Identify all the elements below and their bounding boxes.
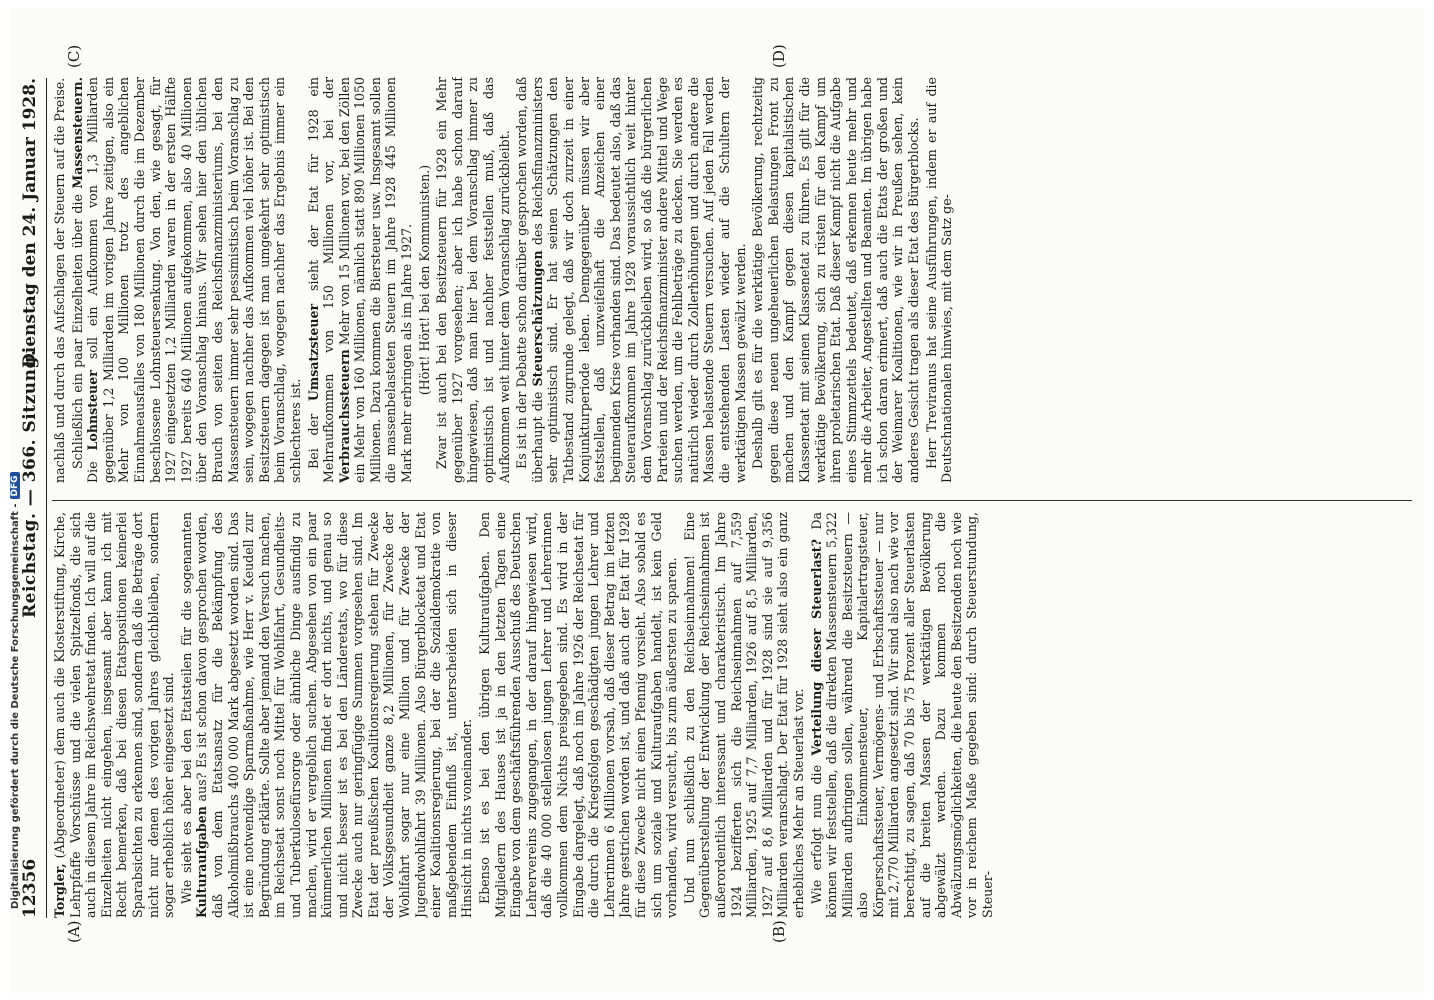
page-number: 12356 [20,858,40,918]
margin-marker-d: (D) [770,44,788,68]
credit-text: Digitalisierung gefördert durch die Deutsche Forschungsgemeinschaft - [9,503,21,909]
scanned-page [10,8,1425,993]
page-header [20,78,47,918]
emphasis: Verbrauchssteuern [336,349,352,483]
paragraph [514,77,748,483]
digitization-credit [6,89,24,909]
paragraph-text: Wie sieht es aber bei den Etatsteilen für die sogenannten [178,512,194,904]
emphasis: Steuerschätzungen [529,250,545,387]
paragraph: Und nun schließlich zu den Reichseinnahmen! Eine Gegenüberstellung der Entwicklung der Reichseinnahmen ist außerordentlich interessant und charakteristisch. Im Jahre 1924 bezifferten sich die Reichseinnahmen auf 7,559 Milliarden, 1925 auf 7,7 Milliarden, 1926 auf 8,5 Milliarden, 1927 auf 8,6 Milliarden und für 1928 sind sie auf 9,356 Milliarden veranschlagt. Der Etat für 1928 sieht also ein ganz erhebliches Mehr an Steuerlast vor. [681,512,806,918]
paragraph [70,77,304,483]
paragraph: Ebenso ist es bei den übrigen Kulturaufgaben. Den Mitgliedern des Hauses ist ja in den letzten Tagen eine Eingabe von dem geschäftsführenden Ausschuß des Deutschen Lehrervereins zugegangen, in der darauf hingewiesen wird, daß die 40 000 stellenlosen jungen Lehrer und Lehrerinnen vollkommen dem Nichts preisgegeben sind. Es wird in der Eingabe dargelegt, daß noch im Jahre 1926 der Reichsetat für die durch die Kriegsfolgen geschädigten jungen Lehrer und Lehrerinnen 6 Millionen vorsah, daß dieser Betrag im letzten Jahre gestrichen worden ist, und daß auch der Etat für 1928 für diese Zwecke nicht einen Pfennig vorsieht. Also sobald es sich um soziale und Kulturaufgaben handelt, ist kein Geld vorhanden, wird versucht, bis zum äußersten zu sparen. [477,512,680,918]
margin-marker-c: (C) [65,44,83,68]
paragraph: Deshalb gilt es für die werktätige Bevölkerung, rechtzeitig gegen diese neuen ungeheuerlichen Belastungen Front zu machen und den Kampf gegen diesen kapitalistischen Klassenetat mit seinen Klassenetat zu führen. Es gilt für die werktätige Bevölkerung, sich zu rüsten für den Kampf um ihren proletarischen Etat. Daß dieser Kampf nicht die Aufgabe eines Stimmzettels bedeutet, daß erkennen heute mehr und mehr die Arbeiter, Angestellten und Beamten. Im übrigen habe ich schon daran erinnert, daß auch die Etats der großen und der Weimarer Koalitionen, wie wir in Preußen sehen, kein anderes Gesicht tragen als dieser Etat des Bürgerblocks. [750,77,922,483]
paragraph-text: des Reichsfinanzministers sehr optimistisch sind. Er hat seinen Schätzungen den Tatbestand zugrunde gelegt, daß wir doch zurzeit in einer Konjunkturperiode leben. Demgegenüber müssen wir aber feststellen, daß unzweifelhaft die Anzeichen einer beginnenden Krise vorhanden sind. Das bedeutet also, daß das Steueraufkommen im Jahre 1928 voraussichtlich weit hinter dem Voranschlag zurückbleiben wird, so daß die bürgerlichen Parteien und der Reichsfinanzminister andere Mittel und Wege suchen werden, um die Fehlbeträge zu decken. Sie werden es natürlich wieder durch Zollerhöhungen und durch andere die Massen belastende Steuern versuchen. Auf jeden Fall werden die entstehenden Lasten wieder auf die Schultern der werktätigen Massen gewälzt werden. [529,77,748,483]
paragraph-text: Mehr von 15 Millionen vor, bei den Zöllen ein Mehr von 160 Millionen, nämlich statt 890 Millionen 1050 Millionen. Dazu kommen die Biersteuer usw. Insgesamt sollen die massenbelasteten Steuern im Jahre 1928 445 Millionen Mark mehr erbringen als im Jahre 1927. [336,77,415,483]
paragraph-text: Schließlich ein paar Einzelheiten über die [69,194,85,469]
paragraph [179,512,475,918]
margin-marker-b: (B) [770,920,788,943]
emphasis: Lohnsteuer [85,370,101,451]
paragraph-text: Wie erfolgt nun die [808,764,824,904]
interjection: (Hört! Hört! bei den Kommunisten.) [416,164,432,396]
paragraph [809,512,996,918]
paragraph: Herr Treviranus hat seine Ausführungen, indem er auf die Deutschnationalen hinwies, mit dem Satz ge- [923,77,955,483]
paragraph-text: soll ein Aufkommen von 1,3 Milliarden gegenüber 1,2 Milliarden im vorigen Jahre zeitigen, also ein Mehr von 100 Millionen trotz des angeblichen Einnahmeausfalles von 180 Millionen durch die im Dezember beschlossene Lohnsteuersenkung. Von den, wie gesagt, für 1927 eingesetzten 1,2 Milliarden waren in der ersten Hälfte 1927 bereits 640 Millionen aufgekommen, also 40 Millionen über den Voranschlag hinaus. Wir sehen hier den üblichen Brauch von seiten des Reichsfinanzministeriums, bei den Massensteuern immer sehr pessimistisch beim Voranschlag zu sein, wogegen nachher das Aufkommen viel höher ist. Bei den Besitzsteuern dagegen ist man umgekehrt sehr optimistisch beim Voranschlag, wogegen nachher das Ergebnis immer ein schlechteres ist. [85,77,303,483]
paragraph-text: dem auch die Klosterstiftung, Kirche, Lehrpfaffe Vorschüsse und die vielen Spitzelfonds, die sich auch in diesem Jahre im Reichswehretat finden. Ich will auf die Einzelheiten nicht eingehen, insgesamt aber kann ich mit Recht bemerken, daß bei diesen Etatspositionen keinerlei Sparabsichten zu erkennen sind, sondern daß die Beträge dort nicht nur denen des vorigen Jahres gleichbleiben, sondern sogar erheblich höher eingesetzt sind. [52,512,177,918]
left-column [52,512,1412,918]
right-column [52,77,1412,483]
emphasis: Umsatzsteuer [305,303,321,402]
paragraph-text: Bei der [305,413,321,469]
paragraph-text: sieht der Etat für 1928 ein Mehraufkommen von 150 Millionen vor, bei der [305,77,337,483]
paragraph: Zwar ist auch bei den Besitzsteuern für 1928 ein Mehr gegenüber 1927 vorgesehen; aber ich habe schon darauf hingewiesen, daß man hier bei dem Voranschlag immer zu optimistisch ist und nachher feststellen muß, daß das Aufkommen weit hinter dem Voranschlag zurückbleibt. [434,77,512,483]
session-title: Reichstag. — 366. Sitzung. [20,349,40,618]
paragraph-text: Die [85,461,101,483]
speaker-role: Abgeordneter [52,765,67,854]
paragraph-text: aus? Es ist schon davon gesprochen worden, daß von dem Etatsansatz für die Bekämpfung des Alkoholmißbrauchs 400 000 Mark abgesetzt worden sind. Das ist eine notwendige Sparmaßnahme, wie Herr v. Keudell zur Begründung erklärte. Sollte aber jemand den Versuch machen, im Reichsetat sonst noch Mittel für Wohlfahrt, Gesundheits- und Tuberkulosefürsorge oder ähnliche Dinge ausfindig zu machen, wird er vergeblich suchen. Abgesehen von ein paar kümmerlichen Millionen findet er dort nichts, und genau so und nicht besser ist es bei den Länderetats, wo für diese Zwecke auch nur geringfügige Summen vorgesehen sind. Im Etat der preußischen Koalitionsregierung stehen für Zwecke der Volksgesundheit ganze 8,2 Millionen, für Zwecke der Wohlfahrt sogar nur eine Million und für Zwecke der Jugendwohlfahrt 39 Millionen. Also Bürgerblocketat und Etat einer Koalitionsregierung, bei der die Sozialdemokratie von maßgebendem Einfluß ist, unterscheiden sich in dieser Hinsicht in nichts voneinander. [194,512,475,918]
paragraph [306,77,415,483]
emphasis: Massensteuern. [69,77,85,189]
emphasis: Verteilung dieser Steuerlast? [808,539,824,756]
emphasis: Kulturaufgaben [194,806,210,918]
speaker-name: Torgler, [52,863,67,918]
paragraph: Torgler, (Abgeordneter) dem auch die Klosterstiftung, Kirche, Lehrpfaffe Vorschüsse und die vielen Spitzelfonds, die sich auch in diesem Jahre im Reichswehretat finden. Ich will auf die Einzelheiten nicht eingehen, insgesamt aber kann ich mit Recht bemerken, daß bei diesen Etatspositionen keinerlei Sparabsichten zu erkennen sind, sondern daß die Beträge dort nicht nur denen des vorigen Jahres gleichbleiben, sondern sogar erheblich höher eingesetzt sind. [52,512,177,918]
session-date: Dienstag den 24. Januar 1928. [20,78,40,368]
paragraph: nachlaß und durch das Aufschlagen der Steuern auf die Preise. [52,77,67,483]
margin-marker-a: (A) [65,920,83,943]
dfg-logo: DFG [10,472,20,499]
paragraph-text: Es ist in der Debatte schon darüber gesprochen worden, daß überhaupt die [514,77,545,483]
column-divider [52,500,1412,501]
paragraph-text: Da können wir feststellen, daß die direkten Massensteuern 5,322 Milliarden aufbringen sollen, während die Besitzsteuern — also Einkommensteuer, Kapitalertragsteuer, Körperschaftssteuer, Vermögens- und Erbschaftssteuer — nur mit 2,770 Milliarden angesetzt sind. Wir sind also nach wie vor berechtigt, zu sagen, daß 70 bis 75 Prozent aller Steuerlasten auf die breiten Massen der werktätigen Bevölkerung abgewälzt werden. Dazu kommen noch die Abwälzungsmöglichkeiten, die heute den Besitzenden noch wie vor in reichem Maße gegeben sind: durch Steuerstundung, Steuer- [808,512,996,918]
